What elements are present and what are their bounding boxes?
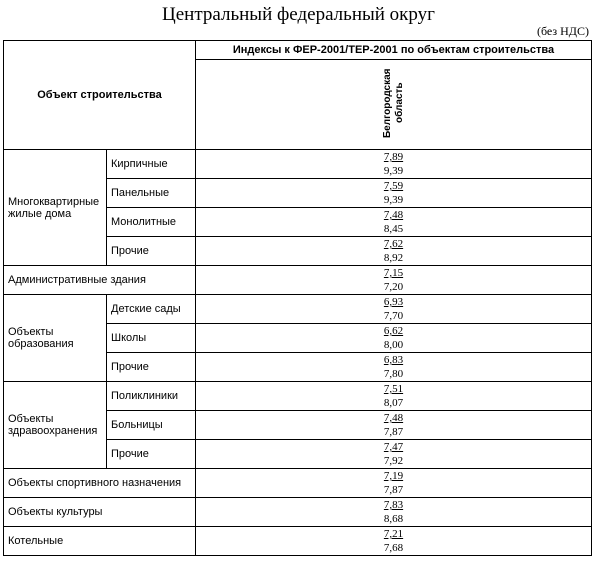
index-fer: 7,87 <box>383 426 404 438</box>
group-residential: Многоквартирные жилые дома <box>4 150 107 266</box>
value-cell <box>196 237 592 266</box>
page-title: Центральный федеральный округ <box>162 4 435 25</box>
index-ter: 7,89 <box>383 151 404 163</box>
header-indices: Индексы к ФЕР-2001/ТЕР-2001 по объектам строительства <box>196 41 592 60</box>
table-row <box>4 382 592 411</box>
header-region-cell <box>196 60 592 150</box>
index-fer: 7,87 <box>383 484 404 496</box>
table-row <box>4 266 592 295</box>
group-admin: Административные здания <box>4 266 196 295</box>
value-cell <box>196 324 592 353</box>
index-ter: 7,83 <box>383 499 404 511</box>
table-row <box>4 527 592 556</box>
group-health: Объекты здравоохранения <box>4 382 107 469</box>
subtype-label: Кирпичные <box>107 150 196 179</box>
index-fer: 9,39 <box>383 165 404 177</box>
index-ter: 7,19 <box>383 470 404 482</box>
header-region: Белгородская область <box>381 68 405 138</box>
index-ter: 6,93 <box>383 296 404 308</box>
index-fer: 8,00 <box>383 339 404 351</box>
subtype-label: Школы <box>107 324 196 353</box>
value-cell <box>196 469 592 498</box>
index-ter: 6,62 <box>383 325 404 337</box>
index-fer: 8,45 <box>383 223 404 235</box>
index-fer: 7,20 <box>383 281 404 293</box>
index-ter: 7,62 <box>383 238 404 250</box>
table-row <box>4 150 592 179</box>
index-ter: 6,83 <box>383 354 404 366</box>
value-cell <box>196 498 592 527</box>
index-ter: 7,51 <box>383 383 404 395</box>
value-cell <box>196 179 592 208</box>
table-row <box>4 498 592 527</box>
subtype-label: Поликлиники <box>107 382 196 411</box>
subtype-label: Прочие <box>107 237 196 266</box>
index-ter: 7,21 <box>383 528 404 540</box>
value-cell <box>196 295 592 324</box>
index-fer: 8,07 <box>383 397 404 409</box>
index-fer: 7,68 <box>383 542 404 554</box>
group-education: Объекты образования <box>4 295 107 382</box>
index-fer: 8,68 <box>383 513 404 525</box>
index-ter: 7,48 <box>383 412 404 424</box>
value-cell <box>196 150 592 179</box>
value-cell <box>196 382 592 411</box>
group-culture: Объекты культуры <box>4 498 196 527</box>
indices-table <box>3 40 592 556</box>
vat-note: (без НДС) <box>536 24 589 38</box>
index-fer: 7,70 <box>383 310 404 322</box>
subtype-label: Панельные <box>107 179 196 208</box>
index-ter: 7,47 <box>383 441 404 453</box>
header-object: Объект строительства <box>4 41 196 150</box>
value-cell <box>196 411 592 440</box>
index-fer: 9,39 <box>383 194 404 206</box>
index-fer: 8,92 <box>383 252 404 264</box>
subtype-label: Больницы <box>107 411 196 440</box>
value-cell <box>196 208 592 237</box>
index-fer: 7,80 <box>383 368 404 380</box>
group-sport: Объекты спортивного назначения <box>4 469 196 498</box>
value-cell <box>196 527 592 556</box>
index-fer: 7,92 <box>383 455 404 467</box>
value-cell <box>196 440 592 469</box>
subtype-label: Прочие <box>107 353 196 382</box>
subtype-label: Монолитные <box>107 208 196 237</box>
index-ter: 7,59 <box>383 180 404 192</box>
value-cell <box>196 353 592 382</box>
table-row <box>4 295 592 324</box>
value-cell <box>196 266 592 295</box>
index-ter: 7,48 <box>383 209 404 221</box>
index-ter: 7,15 <box>383 267 404 279</box>
subtype-label: Прочие <box>107 440 196 469</box>
table-row <box>4 469 592 498</box>
subtype-label: Детские сады <box>107 295 196 324</box>
group-boiler: Котельные <box>4 527 196 556</box>
